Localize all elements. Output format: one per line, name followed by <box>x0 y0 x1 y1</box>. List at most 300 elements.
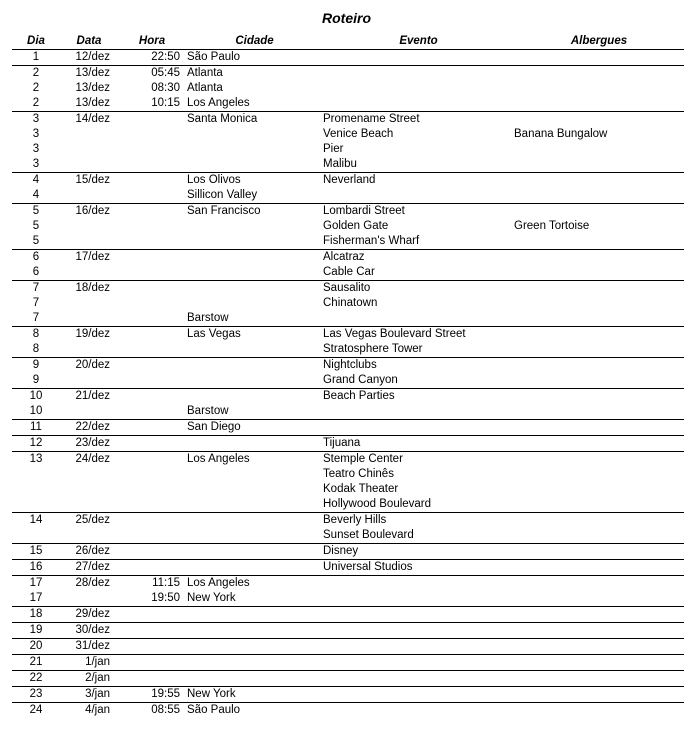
table-row <box>12 687 684 703</box>
cell-albergue <box>514 296 684 311</box>
cell-hora <box>118 112 186 128</box>
cell-cidade <box>186 281 323 297</box>
cell-data <box>60 497 118 513</box>
cell-albergue <box>514 250 684 266</box>
itinerary-table <box>12 33 684 718</box>
cell-hora <box>118 142 186 157</box>
cell-albergue <box>514 81 684 96</box>
cell-evento: Promename Street <box>323 113 420 125</box>
cell-albergue <box>514 234 684 250</box>
cell-evento: Hollywood Boulevard <box>323 497 514 513</box>
table-row <box>12 127 684 142</box>
cell-data <box>60 157 118 173</box>
cell-albergue <box>514 112 684 128</box>
cell-dia: 4 <box>12 188 60 204</box>
cell-evento <box>323 671 514 687</box>
cell-hora: 08:30 <box>151 82 180 94</box>
cell-dia: 7 <box>32 282 40 294</box>
cell-cidade <box>186 219 323 234</box>
table-row <box>12 404 684 420</box>
cell-evento: Beach Parties <box>323 390 395 402</box>
cell-cidade <box>186 373 323 389</box>
cell-cidade <box>186 389 323 405</box>
cell-albergue <box>514 66 684 82</box>
cell-dia: 2 <box>12 96 60 112</box>
cell-evento <box>323 607 514 623</box>
cell-evento: Kodak Theater <box>323 483 399 495</box>
cell-hora <box>118 265 186 281</box>
cell-albergue <box>514 513 684 529</box>
header-row <box>12 33 684 50</box>
cell-evento: Universal Studios <box>323 560 514 576</box>
cell-evento: Neverland <box>323 174 376 186</box>
cell-albergue <box>514 342 684 358</box>
cell-dia: 6 <box>12 265 60 281</box>
table-row <box>12 112 684 128</box>
cell-data <box>60 482 118 497</box>
cell-data <box>60 127 118 142</box>
cell-hora <box>118 219 186 234</box>
cell-cidade: São Paulo <box>186 50 323 66</box>
cell-evento: Teatro Chinês <box>323 468 394 480</box>
cell-albergue <box>514 452 684 468</box>
cell-hora <box>118 528 186 544</box>
cell-data <box>60 234 118 250</box>
table-row <box>12 142 684 157</box>
cell-evento <box>323 703 514 719</box>
cell-dia: 5 <box>32 220 40 232</box>
cell-cidade <box>186 671 323 687</box>
title-text: Roteiro <box>322 10 371 26</box>
cell-cidade <box>186 342 323 358</box>
cell-data <box>60 467 118 482</box>
cell-hora <box>118 497 186 513</box>
cell-albergue <box>514 576 684 592</box>
cell-dia: 17 <box>29 577 43 589</box>
header-evento: Evento <box>323 33 514 50</box>
cell-evento: Venice Beach <box>323 128 394 140</box>
cell-data <box>60 404 118 420</box>
cell-dia: 1 <box>12 50 60 66</box>
table-row <box>12 173 684 189</box>
cell-dia: 7 <box>12 311 60 327</box>
cell-evento: Stemple Center <box>323 453 403 465</box>
cell-evento: Cable Car <box>323 265 514 281</box>
page-title <box>0 8 699 28</box>
cell-cidade: Sillicon Valley <box>186 188 323 204</box>
table-row <box>12 96 684 112</box>
cell-dia: 6 <box>32 251 40 263</box>
cell-cidade <box>186 623 323 639</box>
cell-cidade <box>186 544 323 560</box>
table-row <box>12 81 684 96</box>
cell-cidade <box>186 265 323 281</box>
cell-albergue <box>514 265 684 281</box>
cell-albergue <box>514 373 684 389</box>
cell-hora <box>118 157 186 173</box>
cell-albergue <box>514 404 684 420</box>
cell-hora <box>118 607 186 623</box>
cell-cidade <box>186 482 323 497</box>
cell-data: 13/dez <box>75 67 110 79</box>
cell-albergue <box>514 497 684 513</box>
cell-evento: Chinatown <box>323 297 378 309</box>
cell-evento: Alcatraz <box>323 251 365 263</box>
cell-dia: 3 <box>32 143 40 155</box>
cell-evento <box>323 687 514 703</box>
cell-cidade <box>186 250 323 266</box>
cell-data: 26/dez <box>60 544 118 560</box>
cell-evento: Pier <box>323 143 344 155</box>
cell-dia: 16 <box>12 560 60 576</box>
table-row <box>12 639 684 655</box>
table-row <box>12 528 684 544</box>
cell-evento: Lombardi Street <box>323 205 405 217</box>
table-row <box>12 157 684 173</box>
cell-dia: 2 <box>32 67 40 79</box>
cell-cidade <box>186 639 323 655</box>
cell-hora <box>118 482 186 497</box>
cell-albergue <box>514 420 684 436</box>
cell-evento: Fisherman's Wharf <box>323 234 514 250</box>
cell-evento: Golden Gate <box>323 220 389 232</box>
cell-albergue <box>514 389 684 405</box>
cell-hora <box>118 188 186 204</box>
cell-data: 27/dez <box>60 560 118 576</box>
cell-cidade <box>186 436 323 452</box>
cell-cidade <box>186 497 323 513</box>
cell-data <box>60 373 118 389</box>
cell-hora <box>118 655 186 671</box>
cell-dia: 17 <box>12 591 60 607</box>
cell-hora: 22:50 <box>118 50 186 66</box>
cell-dia: 2 <box>32 82 40 94</box>
cell-albergue <box>514 188 684 204</box>
cell-data: 29/dez <box>60 607 118 623</box>
cell-data <box>60 342 118 358</box>
table-row <box>12 327 684 343</box>
cell-dia: 23 <box>12 687 60 703</box>
cell-cidade <box>186 157 323 173</box>
table-row <box>12 250 684 266</box>
table-row <box>12 513 684 529</box>
cell-dia: 13 <box>29 453 43 465</box>
table-row <box>12 265 684 281</box>
cell-cidade <box>186 234 323 250</box>
cell-cidade: San Diego <box>186 420 323 436</box>
table-row <box>12 671 684 687</box>
cell-data: 22/dez <box>60 420 118 436</box>
cell-evento <box>323 655 514 671</box>
table-row <box>12 703 684 719</box>
cell-albergue <box>514 703 684 719</box>
cell-dia: 5 <box>32 205 40 217</box>
cell-hora <box>118 173 186 189</box>
cell-dia <box>12 467 60 482</box>
cell-cidade: São Paulo <box>187 704 241 716</box>
cell-data <box>60 591 118 607</box>
cell-dia: 5 <box>12 234 60 250</box>
cell-hora <box>118 358 186 374</box>
cell-data <box>60 311 118 327</box>
cell-cidade <box>186 127 323 142</box>
cell-dia: 8 <box>32 328 40 340</box>
cell-evento: Las Vegas Boulevard Street <box>323 328 466 340</box>
cell-cidade <box>186 513 323 529</box>
cell-data: 28/dez <box>75 577 110 589</box>
cell-dia: 24 <box>29 704 43 716</box>
header-cidade: Cidade <box>186 33 323 50</box>
cell-cidade: New York <box>186 687 323 703</box>
cell-evento <box>323 639 514 655</box>
cell-dia: 4 <box>32 174 40 186</box>
cell-cidade <box>186 528 323 544</box>
cell-data <box>60 528 118 544</box>
cell-dia: 15 <box>12 544 60 560</box>
cell-evento: Stratosphere Tower <box>323 342 514 358</box>
cell-hora <box>118 420 186 436</box>
cell-cidade: Atlanta <box>187 67 223 79</box>
cell-dia: 21 <box>12 655 60 671</box>
cell-hora <box>118 373 186 389</box>
cell-hora: 10:15 <box>118 96 186 112</box>
cell-evento <box>323 81 514 96</box>
cell-cidade: San Francisco <box>187 205 261 217</box>
table-row <box>12 607 684 623</box>
cell-dia <box>12 482 60 497</box>
cell-data: 15/dez <box>75 174 110 186</box>
cell-hora <box>118 204 186 220</box>
table-row <box>12 219 684 234</box>
cell-cidade <box>186 607 323 623</box>
cell-evento <box>323 50 514 66</box>
cell-hora <box>118 342 186 358</box>
cell-albergue <box>514 655 684 671</box>
cell-dia: 20 <box>12 639 60 655</box>
cell-hora <box>118 544 186 560</box>
cell-data: 24/dez <box>75 453 110 465</box>
cell-data: 14/dez <box>75 113 110 125</box>
table-row <box>12 66 684 82</box>
cell-data: 2/jan <box>60 671 118 687</box>
table-row <box>12 560 684 576</box>
cell-albergue <box>514 50 684 66</box>
table-row <box>12 342 684 358</box>
cell-cidade: Santa Monica <box>187 113 258 125</box>
table-row <box>12 296 684 311</box>
cell-albergue <box>514 607 684 623</box>
cell-evento: Nightclubs <box>323 359 377 371</box>
table-row <box>12 467 684 482</box>
cell-dia: 3 <box>12 157 60 173</box>
cell-hora: 11:15 <box>152 577 180 589</box>
cell-data: 1/jan <box>60 655 118 671</box>
cell-data <box>60 265 118 281</box>
cell-evento <box>323 66 514 82</box>
cell-dia: 9 <box>32 359 40 371</box>
table-row <box>12 591 684 607</box>
cell-cidade: Los Angeles <box>186 96 323 112</box>
cell-albergue <box>514 528 684 544</box>
cell-data: 18/dez <box>75 282 110 294</box>
cell-hora <box>118 404 186 420</box>
header-albergues: Albergues <box>514 33 684 50</box>
cell-hora <box>118 281 186 297</box>
cell-dia: 14 <box>29 514 43 526</box>
cell-albergue <box>514 157 684 173</box>
cell-albergue <box>514 639 684 655</box>
cell-hora <box>118 296 186 311</box>
cell-evento <box>323 404 514 420</box>
cell-cidade <box>186 655 323 671</box>
cell-evento: Sunset Boulevard <box>323 528 514 544</box>
cell-hora <box>118 250 186 266</box>
cell-cidade: New York <box>186 591 323 607</box>
cell-hora <box>118 671 186 687</box>
cell-hora <box>118 127 186 142</box>
cell-evento <box>323 96 514 112</box>
cell-albergue <box>514 436 684 452</box>
table-row <box>12 452 684 468</box>
cell-evento <box>323 188 514 204</box>
cell-albergue <box>514 281 684 297</box>
cell-cidade <box>186 467 323 482</box>
cell-evento <box>323 623 514 639</box>
cell-hora: 19:50 <box>118 591 186 607</box>
cell-albergue <box>514 544 684 560</box>
cell-data: 13/dez <box>60 96 118 112</box>
cell-albergue <box>514 358 684 374</box>
cell-evento <box>323 311 514 327</box>
cell-cidade: Los Olivos <box>187 174 241 186</box>
cell-albergue <box>514 687 684 703</box>
cell-evento: Sausalito <box>323 282 371 294</box>
cell-dia: 19 <box>12 623 60 639</box>
cell-data: 12/dez <box>60 50 118 66</box>
cell-albergue <box>514 591 684 607</box>
cell-albergue <box>514 327 684 343</box>
cell-data: 20/dez <box>75 359 110 371</box>
cell-albergue <box>514 173 684 189</box>
cell-hora <box>118 327 186 343</box>
cell-dia: 12 <box>12 436 60 452</box>
header-hora: Hora <box>118 33 186 50</box>
cell-dia: 3 <box>32 128 40 140</box>
cell-dia: 10 <box>12 404 60 420</box>
cell-cidade <box>186 358 323 374</box>
cell-hora: 19:55 <box>118 687 186 703</box>
cell-hora <box>118 311 186 327</box>
table-row <box>12 389 684 405</box>
cell-evento: Disney <box>323 544 514 560</box>
cell-data: 25/dez <box>75 514 110 526</box>
cell-data: 13/dez <box>75 82 110 94</box>
cell-albergue <box>514 96 684 112</box>
table-row <box>12 576 684 592</box>
cell-data: 4/jan <box>85 704 110 716</box>
table-row <box>12 234 684 250</box>
cell-cidade <box>186 560 323 576</box>
table-row <box>12 188 684 204</box>
cell-dia: 9 <box>12 373 60 389</box>
cell-evento: Tijuana <box>323 436 514 452</box>
cell-cidade: Barstow <box>186 311 323 327</box>
header-dia: Dia <box>12 33 60 50</box>
cell-hora <box>118 389 186 405</box>
cell-dia <box>12 528 60 544</box>
cell-evento <box>323 591 514 607</box>
cell-dia: 18 <box>12 607 60 623</box>
table-row <box>12 358 684 374</box>
cell-dia <box>12 497 60 513</box>
cell-albergue <box>514 204 684 220</box>
cell-dia: 7 <box>32 297 40 309</box>
cell-hora <box>118 467 186 482</box>
table-row <box>12 623 684 639</box>
cell-data: 30/dez <box>60 623 118 639</box>
header-data: Data <box>60 33 118 50</box>
cell-hora <box>118 452 186 468</box>
cell-dia: 3 <box>32 113 40 125</box>
cell-cidade <box>186 142 323 157</box>
table-row <box>12 482 684 497</box>
cell-albergue: Green Tortoise <box>514 220 590 232</box>
cell-data <box>60 219 118 234</box>
cell-cidade: Los Angeles <box>187 577 250 589</box>
cell-evento <box>323 420 514 436</box>
cell-data: 3/jan <box>60 687 118 703</box>
cell-data <box>60 296 118 311</box>
cell-albergue <box>514 311 684 327</box>
cell-cidade: Atlanta <box>187 82 223 94</box>
cell-hora <box>118 513 186 529</box>
cell-data <box>60 142 118 157</box>
table-row <box>12 373 684 389</box>
cell-hora <box>118 639 186 655</box>
cell-cidade <box>186 296 323 311</box>
cell-dia: 8 <box>12 342 60 358</box>
cell-cidade: Barstow <box>186 404 323 420</box>
cell-evento: Malibu <box>323 157 514 173</box>
cell-dia: 11 <box>12 420 60 436</box>
cell-data: 19/dez <box>75 328 110 340</box>
cell-dia: 10 <box>29 390 43 402</box>
cell-dia: 22 <box>12 671 60 687</box>
cell-evento: Grand Canyon <box>323 373 514 389</box>
cell-albergue <box>514 467 684 482</box>
cell-albergue <box>514 142 684 157</box>
table-row <box>12 311 684 327</box>
cell-albergue <box>514 560 684 576</box>
cell-cidade: Las Vegas <box>187 328 241 340</box>
cell-albergue <box>514 623 684 639</box>
table-row <box>12 544 684 560</box>
table-row <box>12 655 684 671</box>
cell-hora <box>118 560 186 576</box>
table-row <box>12 204 684 220</box>
cell-hora <box>118 436 186 452</box>
cell-evento: Beverly Hills <box>323 514 387 526</box>
cell-albergue <box>514 482 684 497</box>
cell-hora <box>118 234 186 250</box>
cell-hora: 05:45 <box>151 67 180 79</box>
cell-evento <box>323 576 514 592</box>
cell-data: 31/dez <box>60 639 118 655</box>
cell-cidade: Los Angeles <box>187 453 250 465</box>
cell-hora <box>118 623 186 639</box>
cell-data: 16/dez <box>75 205 110 217</box>
table-row <box>12 436 684 452</box>
